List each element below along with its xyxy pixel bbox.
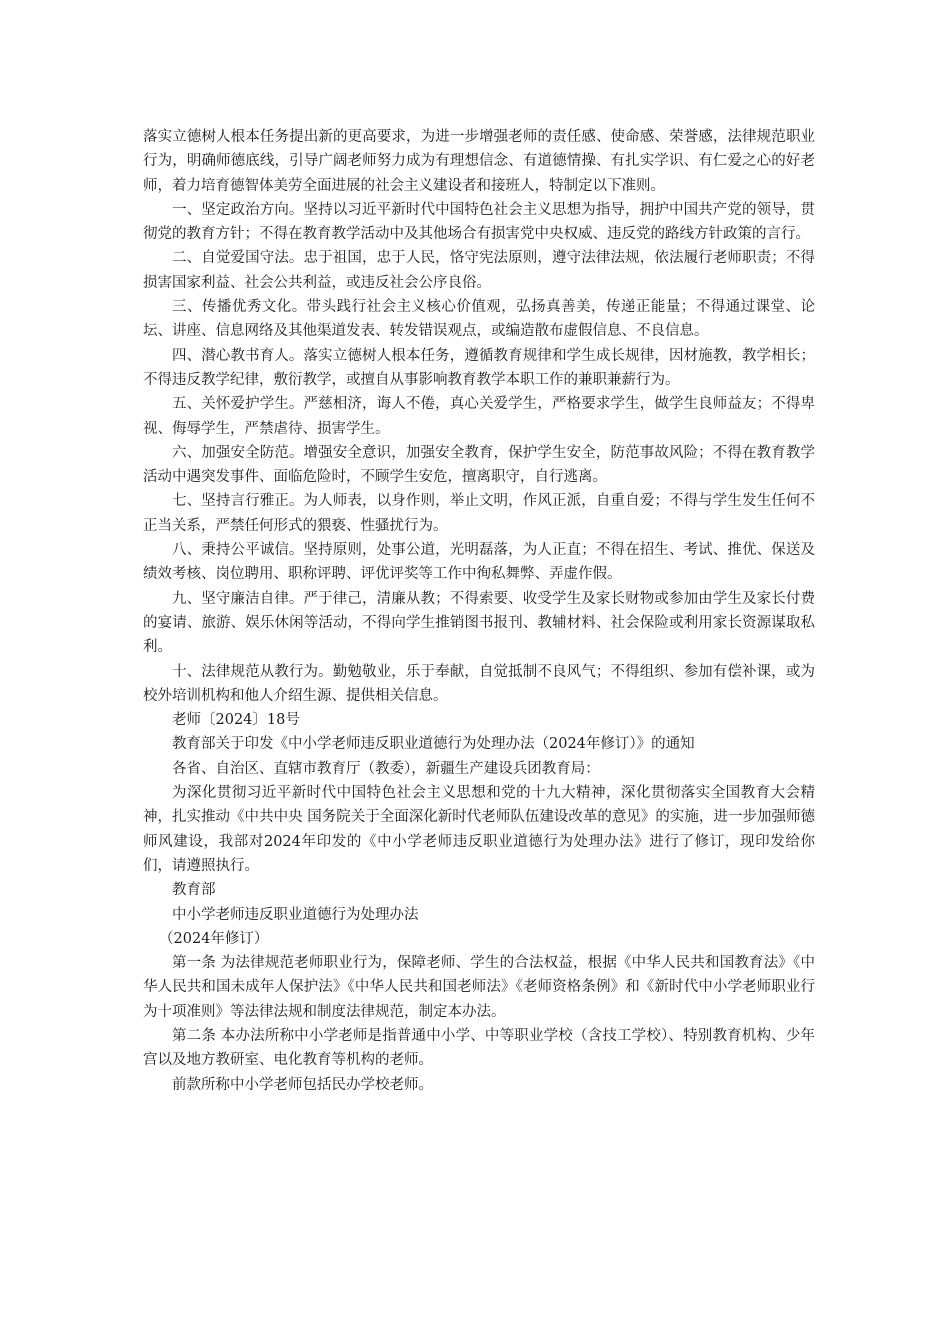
intro-paragraph: 落实立德树人根本任务提出新的更高要求，为进一步增强老师的责任感、使命感、荣誉感，法律规范职业行为，明确师德底线，引导广阔老师努力成为有理想信念、有道德情操、有扎实学识、有仁爱之心的好老师，着力培育德智体美劳全面进展的社会主义建设者和接班人，特制定以下准则。 xyxy=(143,129,815,194)
rule-2: 二、自觉爱国守法。忠于祖国，忠于人民，恪守宪法原则，遵守法律法规，依法履行老师职责；不得损害国家利益、社会公共利益，或违反社会公序良俗。 xyxy=(143,250,815,291)
document-number: 老师〔2024〕18号 xyxy=(172,712,300,729)
rule-4: 四、潜心教书育人。落实立德树人根本任务，遵循教育规律和学生成长规律，因材施教，教学相长；不得违反教学纪律，敷衍教学，或擅自从事影响教育教学本职工作的兼职兼薪行为。 xyxy=(143,347,815,388)
rule-5: 五、关怀爱护学生。严慈相济，诲人不倦，真心关爱学生，严格要求学生，做学生良师益友；不得卑视、侮辱学生，严禁虐待、损害学生。 xyxy=(143,396,815,437)
article-2-note: 前款所称中小学老师包括民办学校老师。 xyxy=(172,1076,433,1093)
measures-title: 中小学老师违反职业道德行为处理办法 xyxy=(172,906,419,923)
addressee: 各省、自治区、直辖市教育厅（教委），新疆生产建设兵团教育局： xyxy=(172,760,600,777)
document-page xyxy=(143,125,815,1097)
rule-3: 三、传播优秀文化。带头践行社会主义核心价值观，弘扬真善美，传递正能量；不得通过课堂、论坛、讲座、信息网络及其他渠道发表、转发错误观点，或编造散布虚假信息、不良信息。 xyxy=(143,299,815,340)
issuer: 教育部 xyxy=(172,882,216,899)
rule-7: 七、坚持言行雅正。为人师表，以身作则，举止文明，作风正派，自重自爱；不得与学生发生任何不正当关系，严禁任何形式的猥亵、性骚扰行为。 xyxy=(143,493,815,534)
measures-revision: （2024年修订） xyxy=(159,930,269,947)
notice-title: 教育部关于印发《中小学老师违反职业道德行为处理办法（2024年修订）》的通知 xyxy=(172,736,695,753)
rule-6: 六、加强安全防范。增强安全意识，加强安全教育，保护学生安全，防范事故风险；不得在教育教学活动中遇突发事件、面临危险时，不顾学生安危，擅离职守，自行逃离。 xyxy=(143,444,815,486)
notice-body: 为深化贯彻习近平新时代中国特色社会主义思想和党的十九大精神，深化贯彻落实全国教育大会精神，扎实推动《中共中央 国务院关于全面深化新时代老师队伍建设改革的意见》的实施，进一步加强师德师风建设，我部对2024年印发的《中小学老师违反职业道德行为处理办法》进行了修订，现印发给你们，请遵照执行。 xyxy=(143,785,815,874)
article-1: 第一条 为法律规范老师职业行为，保障老师、学生的合法权益，根据《中华人民共和国教育法》《中华人民共和国未成年人保护法》《中华人民共和国老师法》《老师资格条例》和《新时代中小学老师职业行为十项准则》等法律法规和制度法律规范，制定本办法。 xyxy=(143,955,815,1020)
rule-8: 八、秉持公平诚信。坚持原则，处事公道，光明磊落，为人正直；不得在招生、考试、推优、保送及绩效考核、岗位聘用、职称评聘、评优评奖等工作中徇私舞弊、弄虚作假。 xyxy=(143,542,815,583)
rule-9: 九、坚守廉洁自律。严于律己，清廉从教；不得索要、收受学生及家长财物或参加由学生及家长付费的宴请、旅游、娱乐休闲等活动，不得向学生推销图书报刊、教辅材料、社会保险或利用家长资源谋取私利。 xyxy=(143,590,815,656)
rule-1: 一、坚定政治方向。坚持以习近平新时代中国特色社会主义思想为指导，拥护中国共产党的领导，贯彻党的教育方针；不得在教育教学活动中及其他场合有损害党中央权威、违反党的路线方针政策的言行。 xyxy=(143,201,815,243)
article-2: 第二条 本办法所称中小学老师是指普通中小学、中等职业学校（含技工学校）、特别教育机构、少年宫以及地方教研室、电化教育等机构的老师。 xyxy=(143,1027,815,1069)
rule-10: 十、法律规范从教行为。勤勉敬业，乐于奉献，自觉抵制不良风气；不得组织、参加有偿补课，或为校外培训机构和他人介绍生源、提供相关信息。 xyxy=(143,663,815,704)
